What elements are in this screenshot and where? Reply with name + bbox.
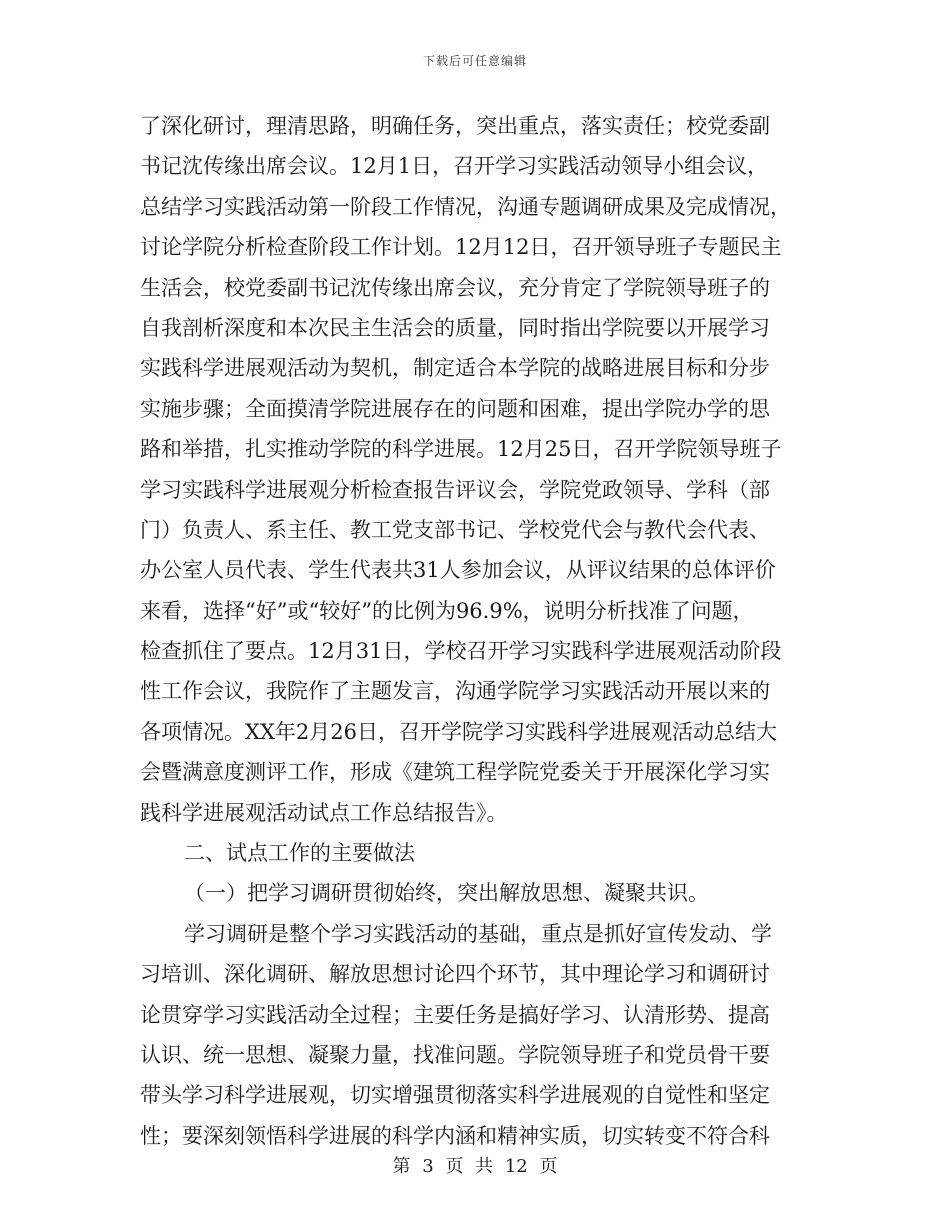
body-line: 生活会，校党委副书记沈传缘出席会议，充分肯定了学院领导班子的: [140, 275, 770, 300]
body-line: 了深化研讨，理清思路，明确任务，突出重点，落实责任；校党委副: [140, 114, 770, 138]
body-line: 性工作会议，我院作了主题发言，沟通学院学习实践活动开展以来的: [140, 679, 770, 704]
paragraph-line: 论贯穿学习实践活动全过程；主要任务是搞好学习、认清形势、提高: [140, 1002, 770, 1027]
body-line: 会暨满意度测评工作，形成《建筑工程学院党委关于开展深化学习实: [140, 760, 770, 785]
body-line: 讨论学院分析检查阶段工作计划。12月12日，召开领导班子专题民主: [140, 235, 782, 260]
paragraph-line: 习培训、深化调研、解放思想讨论四个环节，其中理论学习和调研讨: [140, 962, 770, 987]
document-body: [140, 106, 812, 1156]
body-line: 办公室人员代表、学生代表共31人参加会议，从评议结果的总体评价: [140, 558, 776, 583]
paragraph-line: 带头学习科学进展观，切实增强贯彻落实科学进展观的自觉性和坚定: [140, 1083, 770, 1108]
body-line: 检查抓住了要点。12月31日，学校召开学习实践科学进展观活动阶段: [140, 639, 782, 664]
body-line: 实践科学进展观活动为契机，制定适合本学院的战略进展目标和分步: [140, 356, 770, 381]
body-line: 学习实践科学进展观分析检查报告评议会，学院党政领导、学科（部: [140, 477, 770, 502]
body-line: 践科学进展观活动试点工作总结报告》。: [140, 800, 508, 825]
paragraph-line: 认识、统一思想、凝聚力量，找准问题。学院领导班子和党员骨干要: [140, 1042, 770, 1067]
body-line: 各项情况。XX年2月26日，召开学院学习实践科学进展观活动总结大: [140, 719, 777, 744]
paragraph-line: 学习调研是整个学习实践活动的基础，重点是抓好宣传发动、学: [184, 921, 772, 946]
body-line: 书记沈传缘出席会议。12月1日，召开学习实践活动领导小组会议，: [140, 154, 769, 179]
body-line: 路和举措，扎实推动学院的科学进展。12月25日，召开学院领导班子: [140, 437, 782, 462]
body-line: 来看，选择“好”或“较好”的比例为96.9%，说明分析找准了问题，: [140, 598, 754, 623]
subsection-heading: （一）把学习调研贯彻始终，突出解放思想、凝聚共识。: [184, 881, 709, 906]
paragraph-line: 性；要深刻领悟科学进展的科学内涵和精神实质，切实转变不符合科: [140, 1123, 770, 1148]
page-header: 下载后可任意编辑: [422, 54, 527, 68]
section-heading: 二、试点工作的主要做法: [184, 841, 415, 866]
body-line: 门）负责人、系主任、教工党支部书记、学校党代会与教代会代表、: [140, 517, 770, 542]
body-line: 实施步骤；全面摸清学院进展存在的问题和困难，提出学院办学的思: [140, 396, 770, 421]
page-number-footer: 第 3 页 共 12 页: [392, 1156, 558, 1177]
body-line: 自我剖析深度和本次民主生活会的质量，同时指出学院要以开展学习: [140, 315, 770, 340]
body-line: 总结学习实践活动第一阶段工作情况，沟通专题调研成果及完成情况，: [140, 194, 791, 219]
